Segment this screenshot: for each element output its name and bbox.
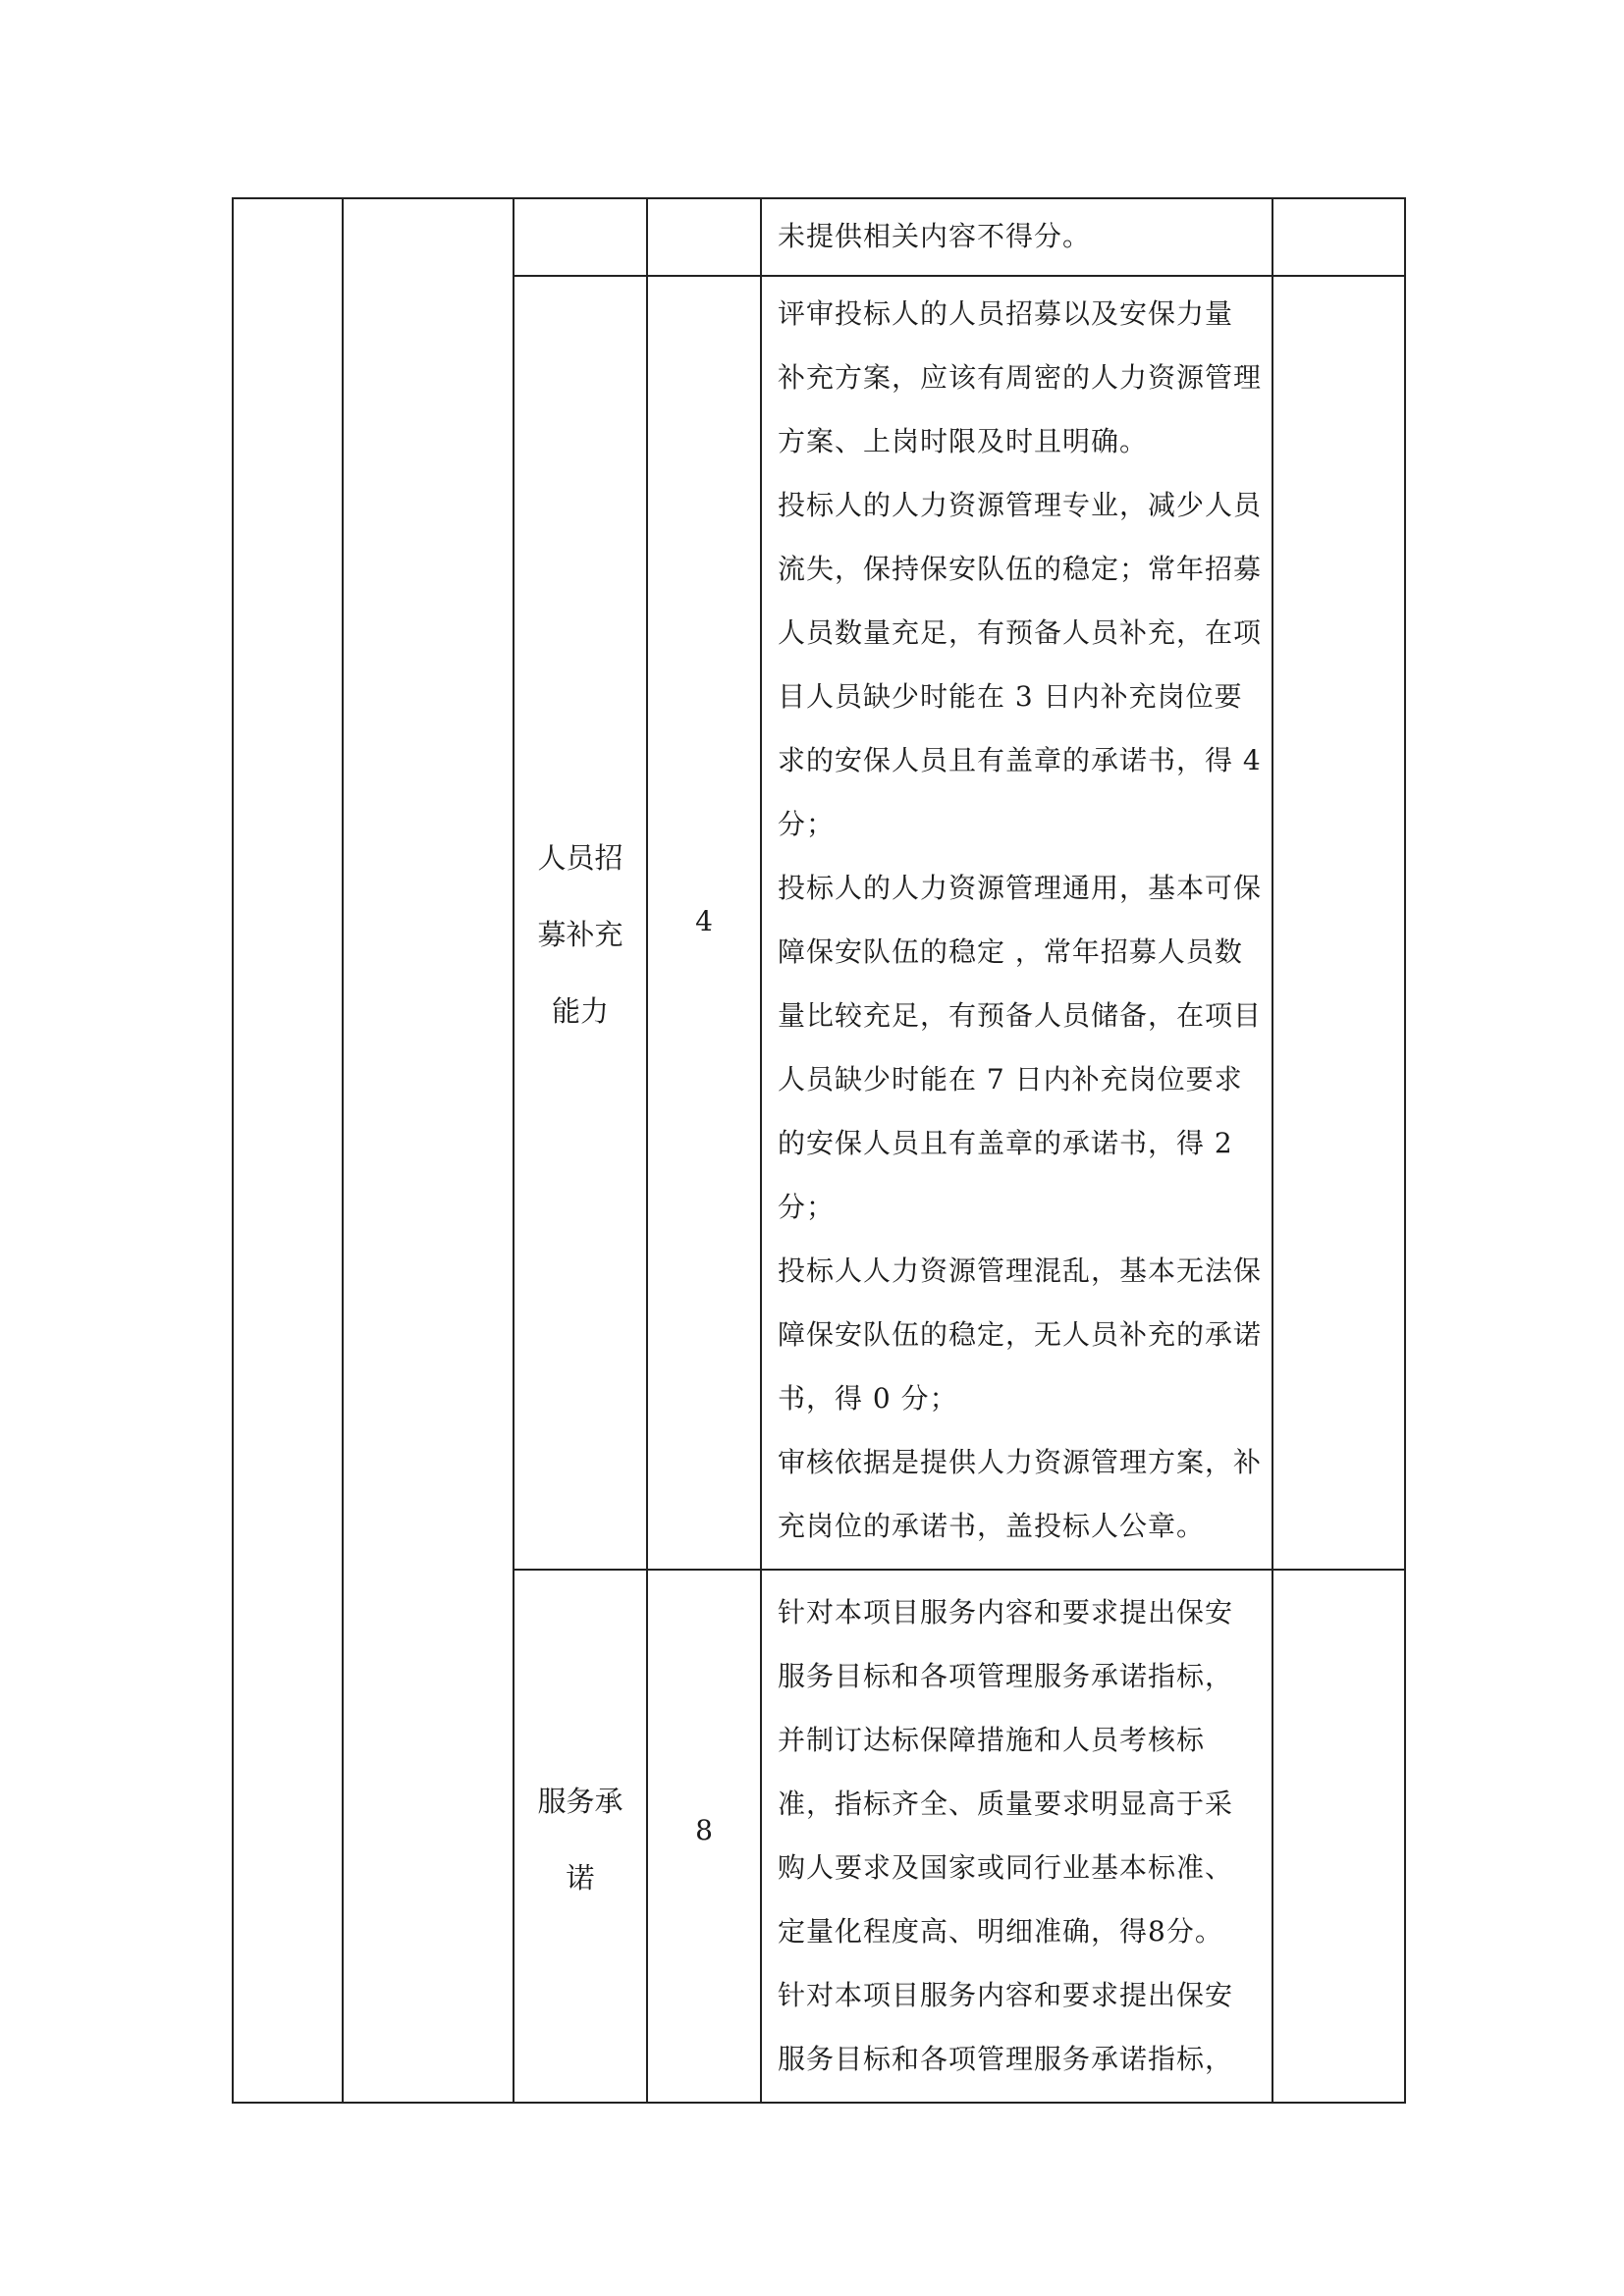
- criteria-line: 量比较充足，有预备人员储备，在项目: [778, 999, 1263, 1032]
- item-name-line: 人员招: [537, 841, 623, 875]
- item-name-line: 能力: [551, 994, 609, 1028]
- criteria-line: 书，得 0 分；: [778, 1382, 958, 1415]
- item-name-line: 诺: [566, 1861, 595, 1895]
- item-name-line: 服务承: [537, 1785, 623, 1818]
- criteria-line: 障保安队伍的稳定，无人员补充的承诺: [778, 1318, 1263, 1351]
- criteria-line: 购人要求及国家或同行业基本标准、: [778, 1851, 1234, 1884]
- table-border-right: [1404, 197, 1406, 2104]
- criteria-line: 补充方案，应该有周密的人力资源管理: [778, 361, 1263, 394]
- criteria-line: 定量化程度高、明细准确，得8分。: [778, 1915, 1223, 1948]
- criteria-line: 服务目标和各项管理服务承诺指标，: [778, 2043, 1234, 2075]
- criteria-line: 流失，保持保安队伍的稳定；常年招募: [778, 553, 1263, 585]
- criteria-cell-recruitment: [778, 282, 1262, 1558]
- criteria-line: 充岗位的承诺书，盖投标人公章。: [778, 1510, 1206, 1542]
- criteria-line: 分；: [778, 808, 836, 840]
- item-cell-service: [514, 1763, 646, 1916]
- criteria-line: 分；: [778, 1191, 836, 1223]
- criteria-line: 服务目标和各项管理服务承诺指标，: [778, 1660, 1234, 1692]
- criteria-line: 的安保人员且有盖章的承诺书，得 2: [778, 1127, 1233, 1159]
- criteria-line: 求的安保人员且有盖章的承诺书，得 4: [778, 744, 1262, 776]
- criteria-line: 人员数量充足，有预备人员补充，在项: [778, 616, 1263, 649]
- criteria-cell-service: [778, 1580, 1233, 2091]
- criteria-line: 投标人的人力资源管理通用，基本可保: [778, 872, 1263, 904]
- criteria-cell-continuation: [778, 204, 1091, 268]
- criteria-line: 针对本项目服务内容和要求提出保安: [778, 1596, 1234, 1629]
- criteria-line: 方案、上岗时限及时且明确。: [778, 425, 1149, 457]
- criteria-line: 准，指标齐全、质量要求明显高于采: [778, 1788, 1234, 1820]
- criteria-line: 人员缺少时能在 7 日内补充岗位要求: [778, 1063, 1243, 1095]
- column-divider: [760, 197, 762, 2104]
- item-name-line: 募补充: [537, 918, 623, 951]
- criteria-line: 目人员缺少时能在 3 日内补充岗位要: [778, 680, 1243, 713]
- criteria-line: 针对本项目服务内容和要求提出保安: [778, 1979, 1234, 2011]
- table-border-left: [232, 197, 234, 2104]
- criteria-line: 未提供相关内容不得分。: [778, 220, 1092, 252]
- column-divider: [1272, 197, 1273, 2104]
- criteria-line: 审核依据是提供人力资源管理方案，补: [778, 1446, 1263, 1478]
- score-cell-service: 8: [695, 1814, 713, 1846]
- score-cell-recruitment: 4: [695, 905, 713, 937]
- criteria-line: 并制订达标保障措施和人员考核标: [778, 1724, 1206, 1756]
- table-border-top: [232, 197, 1406, 199]
- criteria-line: 评审投标人的人员招募以及安保力量: [778, 297, 1234, 330]
- criteria-line: 投标人人力资源管理混乱，基本无法保: [778, 1255, 1263, 1287]
- table-border-bottom: [232, 2102, 1406, 2104]
- criteria-line: 投标人的人力资源管理专业，减少人员: [778, 489, 1263, 521]
- item-cell-recruitment: [514, 820, 646, 1049]
- criteria-line: 障保安队伍的稳定 ，常年招募人员数: [778, 935, 1243, 968]
- column-divider: [342, 197, 344, 2104]
